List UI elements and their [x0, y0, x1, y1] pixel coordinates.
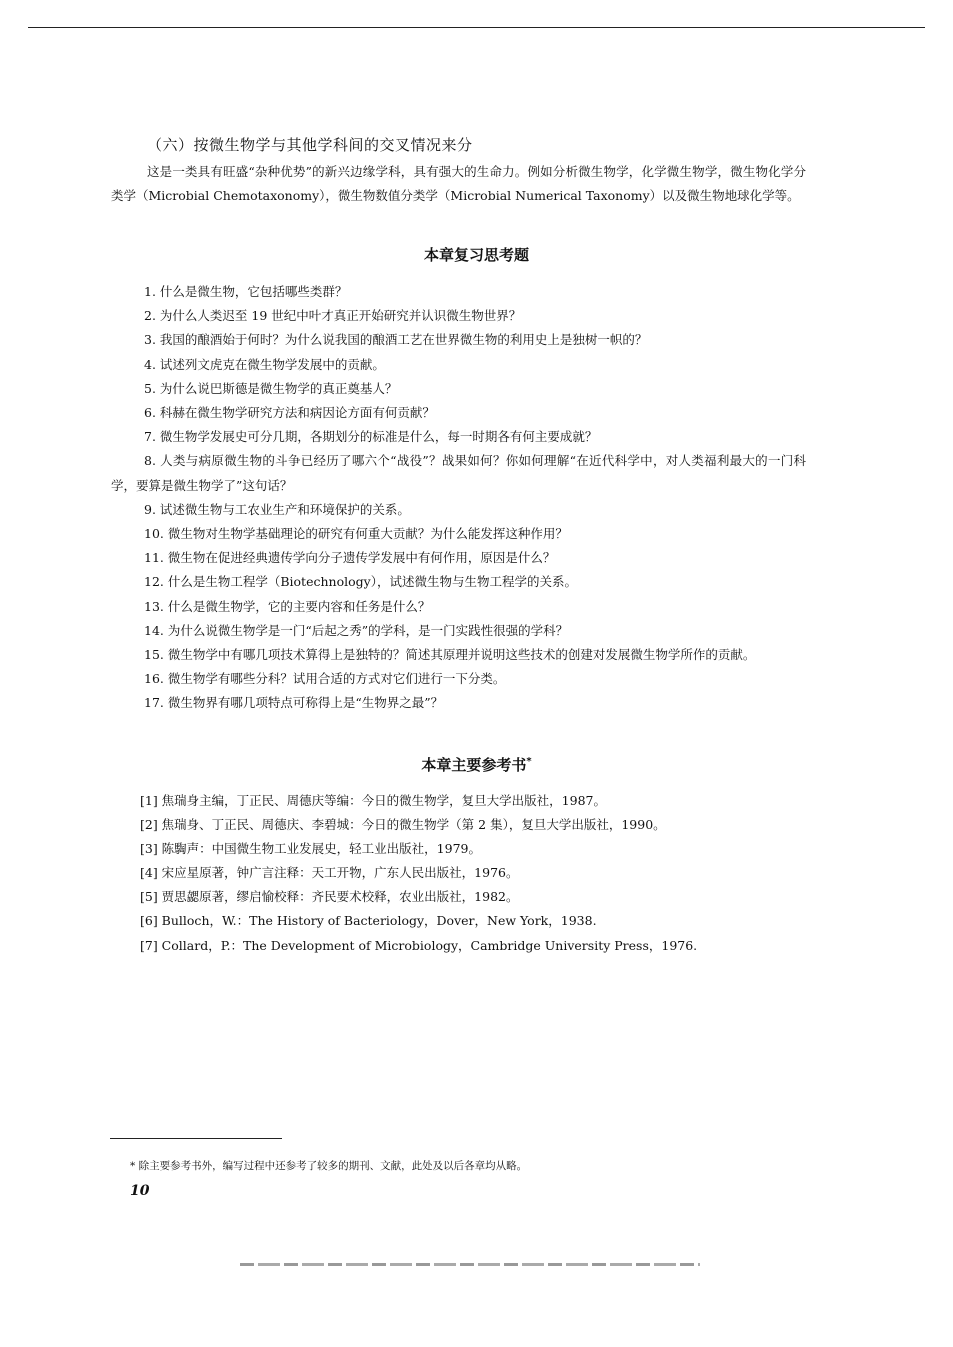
- review-questions-list: [111, 280, 806, 716]
- list-item: 14. 为什么说微生物学是一门“后起之秀”的学科，是一门实践性很强的学科？: [144, 622, 569, 638]
- section-paragraph: 这是一类具有旺盛“杂种优势”的新兴边缘学科，具有强大的生命力。例如分析微生物学，化学微生物学，微生物化学分类学（Microbial Chemotaxonomy），微生物数值分类学（Microbial Numerical Taxonomy）以及微生物地球化学等。: [111, 164, 806, 203]
- list-item: 10. 微生物对生物学基础理论的研究有何重大贡献？为什么能发挥这种作用？: [144, 526, 568, 542]
- reference-item: [2] 焦瑞身、丁正民、周德庆、李碧城：今日的微生物学（第 2 集），复旦大学出版社，1990。: [140, 817, 666, 833]
- list-item: 4. 试述列文虎克在微生物学发展中的贡献。: [144, 356, 385, 372]
- list-item: 8. 人类与病原微生物的斗争已经历了哪六个“战役”？战果如何？你如何理解“在近代科学中，对人类福利最大的一门科学，要算是微生物学了”这句话？: [111, 453, 806, 493]
- list-item: 1. 什么是微生物，它包括哪些类群？: [144, 284, 348, 299]
- page-number: 10: [130, 1183, 150, 1199]
- list-item: 3. 我国的酿酒始于何时？为什么说我国的酿酒工艺在世界微生物的利用史上是独树一帜的？: [144, 332, 648, 348]
- list-item: 6. 科赫在微生物学研究方法和病因论方面有何贡献？: [144, 405, 435, 421]
- references-list: [140, 789, 800, 958]
- review-questions-heading: 本章复习思考题: [423, 246, 529, 264]
- list-item: 15. 微生物学中有哪几项技术算得上是独特的？简述其原理并说明这些技术的创建对发展微生物学所作的贡献。: [144, 647, 756, 663]
- footnote: * 除主要参考书外，编写过程中还参考了较多的期刊、文献，此处及以后各章均从略。: [130, 1160, 528, 1172]
- footnote-marker: *: [526, 756, 532, 767]
- list-item: 5. 为什么说巴斯德是微生物学的真正奠基人？: [144, 380, 398, 396]
- footnote-rule: [110, 1138, 282, 1139]
- list-item: 12. 什么是生物工程学（Biotechnology），试述微生物与生物工程学的关系。: [144, 574, 577, 590]
- list-item: 2. 为什么人类迟至 19 世纪中叶才真正开始研究并认识微生物世界？: [144, 308, 522, 324]
- list-item: 11. 微生物在促进经典遗传学向分子遗传学发展中有何作用，原因是什么？: [144, 550, 556, 566]
- list-item: 9. 试述微生物与工农业生产和环境保护的关系。: [144, 501, 410, 517]
- references-heading-text: 本章主要参考书: [421, 756, 527, 774]
- scan-artifact: [240, 1263, 700, 1266]
- reference-item: [1] 焦瑞身主编，丁正民、周德庆等编：今日的微生物学，复旦大学出版社，1987。: [140, 793, 606, 808]
- references-heading: [0, 754, 953, 775]
- reference-item: [4] 宋应星原著，钟广言注释：天工开物，广东人民出版社，1976。: [140, 865, 519, 881]
- list-item: 13. 什么是微生物学，它的主要内容和任务是什么？: [144, 598, 431, 614]
- reference-item: [5] 贾思勰原著，缪启愉校释：齐民要术校释，农业出版社，1982。: [140, 889, 519, 905]
- list-item: 16. 微生物学有哪些分科？试用合适的方式对它们进行一下分类。: [144, 671, 506, 687]
- section-heading: （六）按微生物学与其他学科间的交叉情况来分: [147, 136, 473, 154]
- list-item: 17. 微生物界有哪几项特点可称得上是“生物界之最”？: [144, 695, 444, 711]
- reference-item: [3] 陈騊声：中国微生物工业发展史，轻工业出版社，1979。: [140, 841, 481, 857]
- reference-item: [7] Collard，P.：The Development of Microbiology，Cambridge University Press，1976.: [140, 937, 698, 953]
- reference-item: [6] Bulloch，W.：The History of Bacteriology，Dover，New York，1938.: [140, 913, 597, 929]
- list-item: 7. 微生物学发展史可分几期，各期划分的标准是什么，每一时期各有何主要成就？: [144, 429, 598, 445]
- top-rule: [28, 27, 925, 28]
